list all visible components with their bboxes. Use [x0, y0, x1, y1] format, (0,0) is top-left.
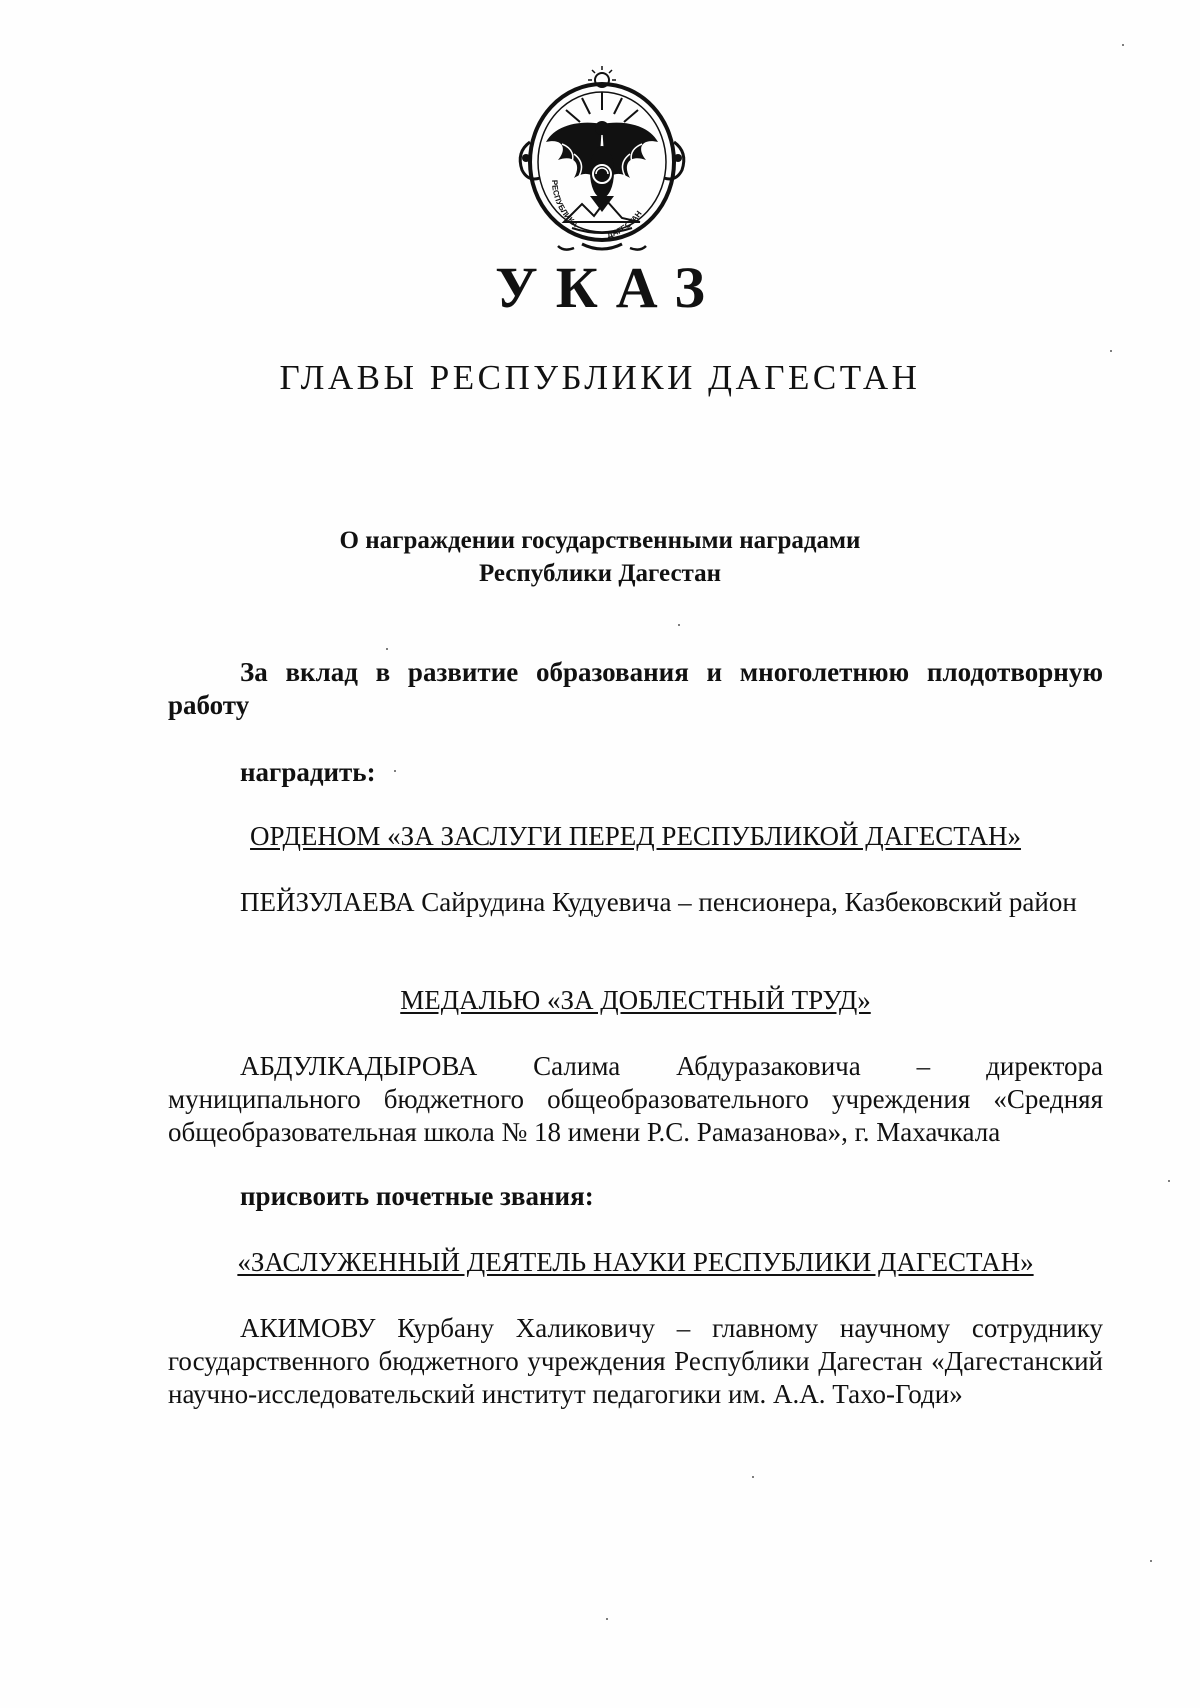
coat-of-arms-icon [512, 62, 692, 258]
decree-subject [0, 524, 1200, 590]
title-verb: присвоить почетные звания: [240, 1181, 594, 1211]
emblem-ribbon-right-text: ДАГЕСТАН [605, 209, 644, 240]
order-recipient-paragraph: ПЕЙЗУЛАЕВА Сайрудина Кудуевича – пенсионера, Казбековский район [240, 887, 1077, 917]
order-heading: ОРДЕНОМ «ЗА ЗАСЛУГИ ПЕРЕД РЕСПУБЛИКОЙ ДАГЕСТАН» [250, 821, 1021, 851]
document-subtitle: ГЛАВЫ РЕСПУБЛИКИ ДАГЕСТАН [279, 358, 921, 397]
award-verb: наградить: [240, 757, 376, 787]
subject-line-1: О награждении государственными наградами [339, 527, 861, 554]
document-title: УКАЗ [495, 255, 723, 320]
honorary-title-heading: «ЗАСЛУЖЕННЫЙ ДЕЯТЕЛЬ НАУКИ РЕСПУБЛИКИ ДАГЕСТАН» [237, 1247, 1034, 1277]
preamble-paragraph: За вклад в развитие образования и многолетнюю плодотворную работу [168, 657, 1103, 720]
medal-heading: МЕДАЛЬЮ «ЗА ДОБЛЕСТНЫЙ ТРУД» [400, 985, 871, 1015]
subject-line-2: Республики Дагестан [478, 560, 722, 587]
honorary-recipient-paragraph: АКИМОВУ Курбану Халиковичу – главному научному сотруднику государственного бюджетного учреждения Республики Дагестан «Дагестанский научно-исследовательский институт педагогики им. А.А. Тахо-Годи» [168, 1313, 1103, 1409]
medal-recipient-paragraph: АБДУЛКАДЫРОВА Салима Абдуразаковича – директора муниципального бюджетного общеобразовательного учреждения «Средняя общеобразовательная школа № 18 имени Р.С. Рамазанова», г. Махачкала [168, 1051, 1103, 1147]
emblem-ribbon-left-text: РЕСПУБЛИКА [549, 179, 580, 230]
